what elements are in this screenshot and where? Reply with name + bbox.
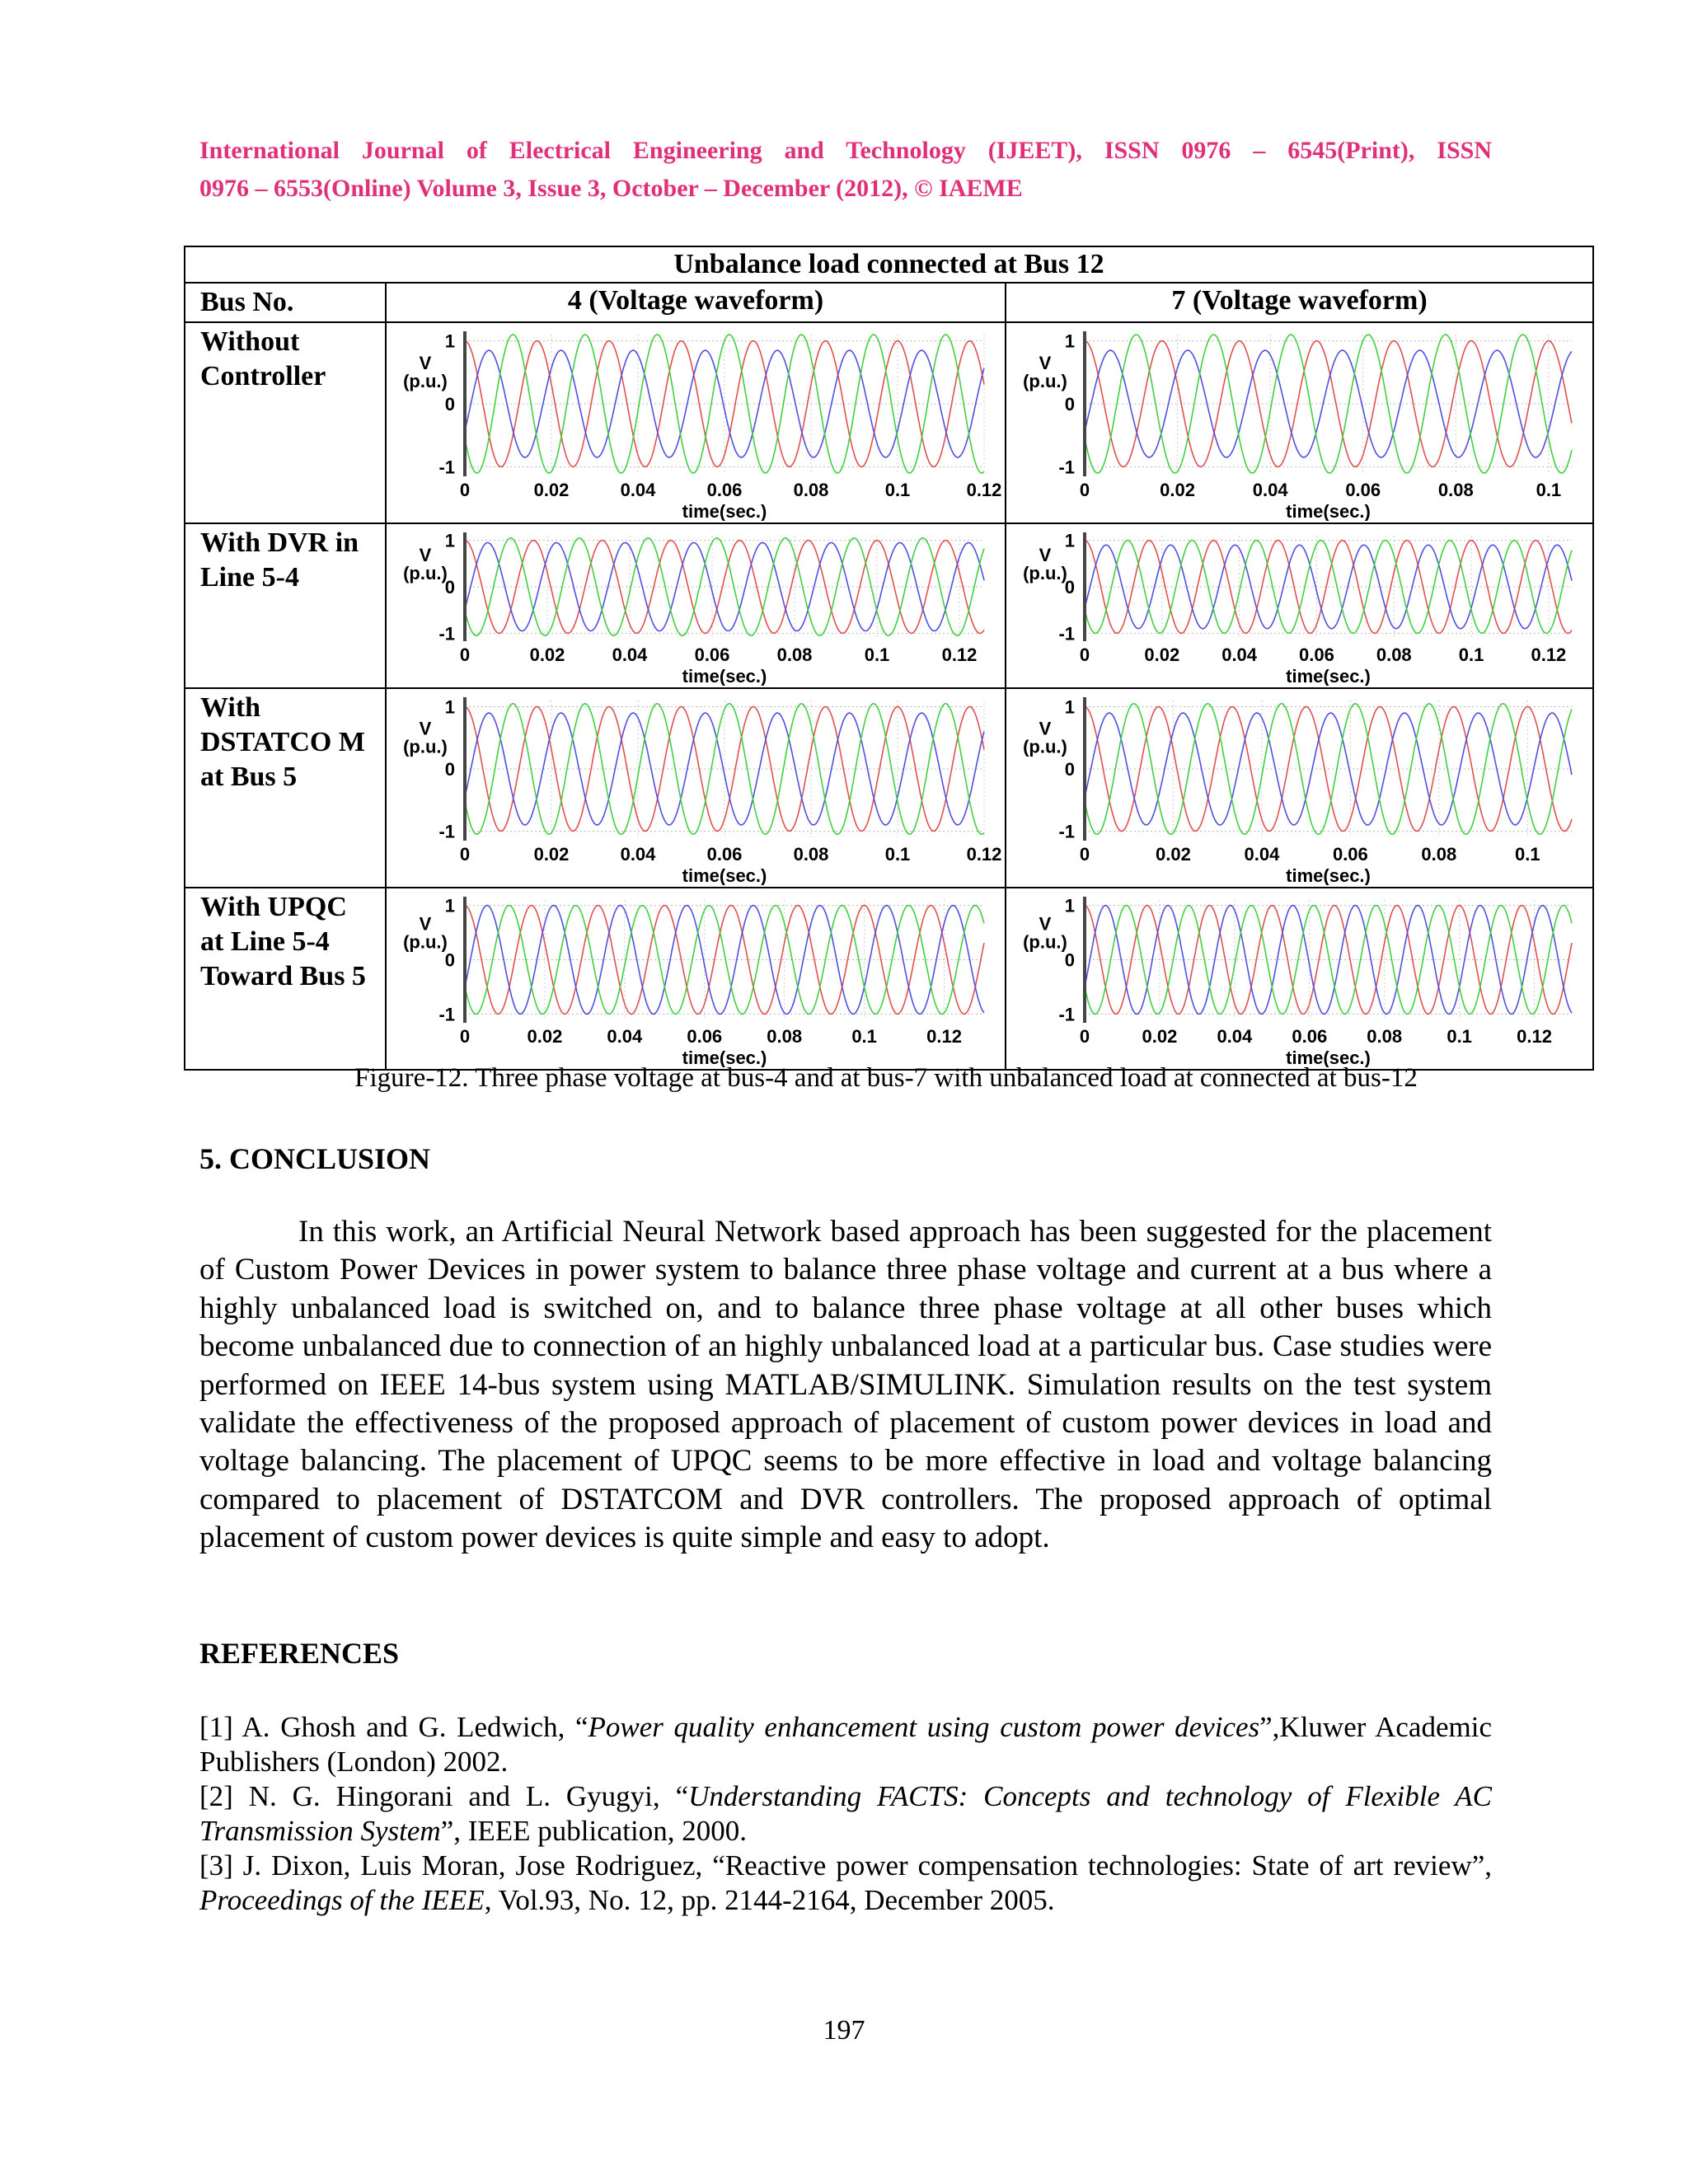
- y-axis-label: V: [419, 353, 432, 373]
- col-header-bus: Bus No.: [185, 283, 386, 322]
- y-tick-label: 0: [1064, 949, 1075, 971]
- chart-bus4-without-controller: [387, 323, 1005, 521]
- journal-header-line2: 0976 – 6553(Online) Volume 3, Issue 3, October – December (2012), © IAEME: [199, 175, 1023, 202]
- y-tick-label: -1: [438, 1004, 455, 1025]
- x-tick-label: 0.1: [1515, 844, 1540, 865]
- x-tick-label: 0.06: [694, 644, 730, 665]
- y-tick-label: 0: [444, 759, 455, 780]
- x-axis-label: time(sec.): [682, 666, 767, 686]
- chart-bus4-dstatcom: [387, 689, 1005, 885]
- y-tick-label: 0: [444, 949, 455, 971]
- y-axis-label: (p.u.): [1023, 563, 1067, 583]
- x-tick-label: 0.1: [884, 480, 911, 500]
- conclusion-heading: 5. CONCLUSION: [199, 1142, 431, 1175]
- x-tick-label: 0.1: [1536, 480, 1562, 500]
- x-tick-label: 0.1: [1447, 1026, 1472, 1047]
- y-tick-label: 1: [1064, 696, 1075, 718]
- row-label: With DSTATCO M at Bus 5: [185, 688, 386, 888]
- table-title: Unbalance load connected at Bus 12: [185, 246, 1593, 283]
- x-tick-label: 0.04: [620, 844, 656, 865]
- x-tick-label: 0.1: [851, 1026, 877, 1047]
- figure-table: [184, 246, 1594, 1071]
- y-tick-label: -1: [1058, 1004, 1075, 1025]
- x-tick-label: 0.12: [966, 844, 1002, 865]
- x-tick-label: 0: [1079, 644, 1090, 665]
- reference-item: [199, 1710, 1492, 1779]
- y-tick-label: -1: [1058, 821, 1075, 842]
- x-tick-label: 0.04: [612, 644, 648, 665]
- x-tick-label: 0.02: [529, 644, 565, 665]
- ref-text: ”,Kluwer Academic Publishers (London) 2002.: [199, 1711, 1492, 1778]
- conclusion-body: In this work, an Artificial Neural Network based approach has been suggested for the placement of Custom Power Devices in power system to balance three phase voltage and current at a bus where a highly unbalanced load is switched on, and to balance three phase voltage at all other buses which become unbalanced due to connection of an highly unbalanced load at a particular bus. Case studies were performed on IEEE 14-bus system using MATLAB/SIMULINK. Simulation results on the test system validate the effectiveness of the proposed approach of placement of custom power devices in load and voltage balancing. The placement of UPQC seems to be more effective in load and voltage balancing compared to placement of DSTATCOM and DVR controllers. The proposed approach of optimal placement of custom power devices is quite simple and easy to adopt.: [199, 1215, 1492, 1555]
- chart-bus7-dvr: [1006, 524, 1592, 686]
- x-tick-label: 0.08: [793, 480, 829, 500]
- x-tick-label: 0.08: [1367, 1026, 1403, 1047]
- x-tick-label: 0: [459, 844, 471, 865]
- x-tick-label: 0.12: [1517, 1026, 1552, 1047]
- x-tick-label: 0.08: [1421, 844, 1457, 865]
- x-tick-label: 0: [1079, 1026, 1090, 1047]
- y-axis-label: V: [1039, 913, 1052, 935]
- x-axis-label: time(sec.): [1286, 865, 1371, 885]
- chart-bus7-without-controller: [1006, 323, 1592, 521]
- y-tick-label: 1: [444, 330, 455, 352]
- y-axis-label: (p.u.): [403, 563, 448, 583]
- y-tick-label: 1: [1064, 530, 1075, 551]
- col-header-bus4: 4 (Voltage waveform): [386, 283, 1006, 322]
- y-tick-label: 0: [1064, 577, 1075, 598]
- y-axis-label: V: [1039, 718, 1052, 739]
- ref-text: [3] J. Dixon, Luis Moran, Jose Rodriguez, “Reactive power compensation technologies: State of art review”,: [199, 1849, 1492, 1882]
- x-axis-label: time(sec.): [682, 865, 767, 885]
- y-tick-label: 0: [444, 394, 455, 415]
- y-tick-label: 1: [1064, 330, 1075, 352]
- y-axis-label: V: [419, 718, 432, 739]
- y-axis-label: (p.u.): [1023, 371, 1067, 391]
- x-tick-label: 0: [459, 644, 471, 665]
- x-tick-label: 0: [459, 480, 471, 500]
- x-tick-label: 0.06: [1299, 644, 1334, 665]
- x-tick-label: 0.08: [793, 844, 829, 865]
- y-axis-label: V: [1039, 545, 1052, 565]
- x-tick-label: 0.04: [1221, 644, 1258, 665]
- ref-title: Understanding FACTS: Concepts and technology of Flexible AC Transmission System: [199, 1780, 1492, 1847]
- page-number: 197: [823, 2015, 865, 2046]
- x-tick-label: 0.12: [966, 480, 1002, 500]
- row-label: With UPQC at Line 5-4 Toward Bus 5: [185, 888, 386, 1070]
- x-tick-label: 0.02: [1156, 844, 1191, 865]
- x-tick-label: 0.04: [607, 1026, 643, 1047]
- col-header-bus7: 7 (Voltage waveform): [1006, 283, 1593, 322]
- x-tick-label: 0.02: [533, 480, 570, 500]
- x-tick-label: 0.1: [1458, 644, 1484, 665]
- y-tick-label: 0: [1064, 759, 1075, 780]
- y-tick-label: 1: [444, 696, 455, 718]
- x-axis-label: time(sec.): [682, 1047, 767, 1067]
- x-axis-label: time(sec.): [1286, 1047, 1371, 1067]
- chart-bus7-dstatcom: [1006, 689, 1592, 885]
- y-axis-label: V: [1039, 353, 1052, 373]
- references-heading: REFERENCES: [199, 1637, 400, 1670]
- row-label: Without Controller: [185, 322, 386, 523]
- x-tick-label: 0.12: [926, 1026, 962, 1047]
- x-tick-label: 0.02: [533, 844, 570, 865]
- y-axis-label: V: [419, 913, 432, 935]
- ref-text: ”, IEEE publication, 2000.: [440, 1815, 747, 1847]
- y-tick-label: -1: [1058, 623, 1075, 644]
- chart-bus4-upqc: [387, 888, 1005, 1067]
- y-tick-label: 1: [444, 895, 455, 916]
- x-tick-label: 0.12: [941, 644, 978, 665]
- y-tick-label: -1: [438, 457, 455, 478]
- y-axis-label: (p.u.): [1023, 931, 1067, 953]
- y-axis-label: V: [419, 545, 432, 565]
- x-tick-label: 0.1: [864, 644, 890, 665]
- x-tick-label: 0.06: [1292, 1026, 1328, 1047]
- x-tick-label: 0.08: [776, 644, 813, 665]
- x-tick-label: 0: [1079, 844, 1090, 865]
- x-tick-label: 0.06: [1345, 480, 1381, 500]
- ref-text: , Vol.93, No. 12, pp. 2144-2164, December 2005.: [484, 1884, 1055, 1916]
- x-tick-label: 0.02: [1160, 480, 1195, 500]
- reference-item: [199, 1779, 1492, 1849]
- ref-title: Proceedings of the IEEE: [199, 1884, 485, 1916]
- x-tick-label: 0.02: [527, 1026, 563, 1047]
- x-tick-label: 0: [459, 1026, 471, 1047]
- row-label: With DVR in Line 5-4: [185, 523, 386, 688]
- y-tick-label: 0: [444, 577, 455, 598]
- x-tick-label: 0.08: [1376, 644, 1412, 665]
- x-tick-label: 0.04: [620, 480, 656, 500]
- x-tick-label: 0.06: [706, 480, 743, 500]
- y-axis-label: (p.u.): [403, 371, 448, 391]
- references-list: [199, 1710, 1492, 1918]
- x-tick-label: 0.1: [884, 844, 911, 865]
- x-tick-label: 0.02: [1144, 644, 1180, 665]
- x-tick-label: 0: [1079, 480, 1090, 500]
- y-tick-label: 1: [1064, 895, 1075, 916]
- x-tick-label: 0.06: [706, 844, 743, 865]
- ref-text: [1] A. Ghosh and G. Ledwich, “: [199, 1711, 588, 1743]
- x-tick-label: 0.02: [1142, 1026, 1178, 1047]
- y-tick-label: -1: [1058, 457, 1075, 478]
- x-axis-label: time(sec.): [1286, 666, 1371, 686]
- y-axis-label: (p.u.): [403, 736, 448, 757]
- y-axis-label: (p.u.): [403, 931, 448, 953]
- x-tick-label: 0.04: [1244, 844, 1280, 865]
- x-tick-label: 0.08: [767, 1026, 803, 1047]
- journal-header-line1: International Journal of Electrical Engineering and Technology (IJEET), ISSN 0976 – 6545(Print), ISSN: [199, 137, 1492, 164]
- y-tick-label: -1: [438, 623, 455, 644]
- chart-bus7-upqc: [1006, 888, 1592, 1067]
- y-tick-label: 0: [1064, 394, 1075, 415]
- chart-bus4-dvr: [387, 524, 1005, 686]
- y-tick-label: 1: [444, 530, 455, 551]
- reference-item: [199, 1849, 1492, 1918]
- x-tick-label: 0.12: [1531, 644, 1567, 665]
- y-tick-label: -1: [438, 821, 455, 842]
- x-axis-label: time(sec.): [682, 501, 767, 521]
- x-tick-label: 0.06: [687, 1026, 723, 1047]
- figure-caption: Figure-12. Three phase voltage at bus-4 and at bus-7 with unbalanced load at connected at bus-12: [354, 1063, 1418, 1093]
- ref-text: [2] N. G. Hingorani and L. Gyugyi, “: [199, 1780, 689, 1812]
- ref-title: Power quality enhancement using custom power devices: [588, 1711, 1260, 1743]
- x-axis-label: time(sec.): [1286, 501, 1371, 521]
- x-tick-label: 0.04: [1217, 1026, 1253, 1047]
- x-tick-label: 0.04: [1252, 480, 1288, 500]
- x-tick-label: 0.06: [1332, 844, 1368, 865]
- y-axis-label: (p.u.): [1023, 736, 1067, 757]
- x-tick-label: 0.08: [1437, 480, 1474, 500]
